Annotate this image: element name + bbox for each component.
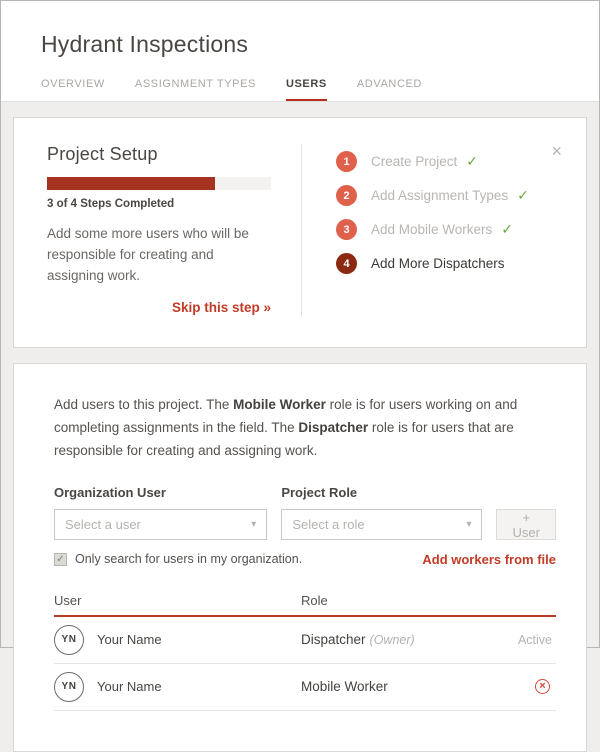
select-placeholder: Select a role xyxy=(292,516,365,532)
chevron-down-icon: ▾ xyxy=(251,518,257,530)
user-name: Your Name xyxy=(97,679,162,695)
setup-progress-panel xyxy=(14,144,302,317)
project-role-select[interactable] xyxy=(281,509,482,540)
checkbox-checked-icon[interactable]: ✓ xyxy=(54,553,67,566)
dispatcher-term: Dispatcher xyxy=(298,419,369,435)
setup-title: Project Setup xyxy=(47,144,158,164)
organization-user-label: Organization User xyxy=(54,484,166,500)
check-icon: ✓ xyxy=(466,153,479,169)
check-icon: ✓ xyxy=(517,187,529,203)
project-role-field xyxy=(281,485,482,540)
close-icon[interactable]: × xyxy=(551,141,562,161)
skip-row xyxy=(47,299,271,317)
status-badge: Active xyxy=(517,632,552,647)
step-number-badge: 1 xyxy=(336,151,357,172)
remove-user-icon[interactable]: × xyxy=(535,679,550,694)
step-add-mobile-workers xyxy=(336,217,586,242)
project-setup-card xyxy=(13,117,587,348)
role-cell: Mobile Worker xyxy=(301,679,388,695)
add-user-button[interactable]: + User xyxy=(496,509,556,540)
options-row xyxy=(54,552,556,567)
select-placeholder: Select a user xyxy=(65,516,141,532)
progress-label: 3 of 4 Steps Completed xyxy=(47,198,175,210)
step-label: Add More Dispatchers xyxy=(371,256,505,271)
org-only-checkbox-wrap[interactable] xyxy=(54,552,302,566)
tab-bar xyxy=(41,78,599,101)
avatar: YN xyxy=(54,672,84,702)
page-header xyxy=(1,1,599,102)
user-name: Your Name xyxy=(97,632,162,648)
column-header-role: Role xyxy=(301,593,328,609)
step-label: Add Assignment Types xyxy=(371,188,509,203)
intro-text: Add users to this project. The Mobile Worker role is for users working on and completing assignments in the field. The Dispatcher role is for users that are responsible for creating and assigning work. xyxy=(54,396,518,458)
tab-advanced[interactable]: ADVANCED xyxy=(356,78,422,90)
step-create-project xyxy=(336,149,586,174)
table-row xyxy=(54,664,556,711)
step-add-more-dispatchers xyxy=(336,251,586,276)
step-label: Add Mobile Workers xyxy=(371,222,493,237)
owner-note: (Owner) xyxy=(369,633,415,648)
setup-steps-list xyxy=(302,141,586,317)
avatar: YN xyxy=(54,625,84,655)
step-number-badge: 3 xyxy=(336,219,357,240)
step-add-assignment-types xyxy=(336,183,586,208)
project-role-label: Project Role xyxy=(281,484,358,500)
mobile-worker-term: Mobile Worker xyxy=(233,396,326,412)
tab-overview[interactable]: OVERVIEW xyxy=(41,78,105,90)
role-cell: Dispatcher (Owner) xyxy=(301,632,415,648)
progress-bar-fill xyxy=(47,177,215,190)
column-header-user: User xyxy=(54,593,82,609)
user-cell xyxy=(54,672,301,702)
skip-step-link[interactable]: Skip this step » xyxy=(171,299,271,315)
setup-description: Add some more users who will be responsible for creating and assigning work. xyxy=(47,226,249,283)
check-icon: ✓ xyxy=(501,221,514,237)
tab-assignment-types[interactable]: ASSIGNMENT TYPES xyxy=(134,78,256,90)
add-users-card xyxy=(13,363,587,752)
table-header-row xyxy=(54,587,556,617)
table-row xyxy=(54,617,556,664)
step-number-badge: 2 xyxy=(336,185,357,206)
page-title: Hydrant Inspections xyxy=(41,31,249,57)
step-label: Create Project xyxy=(371,154,458,169)
organization-user-field xyxy=(54,485,267,540)
users-table xyxy=(54,587,556,711)
add-user-form xyxy=(54,485,556,540)
add-workers-from-file-link[interactable]: Add workers from file xyxy=(422,551,556,567)
progress-bar xyxy=(47,177,271,190)
user-cell xyxy=(54,625,301,655)
chevron-down-icon: ▾ xyxy=(466,518,472,530)
organization-user-select[interactable] xyxy=(54,509,267,540)
step-number-badge: 4 xyxy=(336,253,357,274)
tab-users[interactable]: USERS xyxy=(286,78,327,101)
checkbox-label: Only search for users in my organization. xyxy=(75,552,303,567)
